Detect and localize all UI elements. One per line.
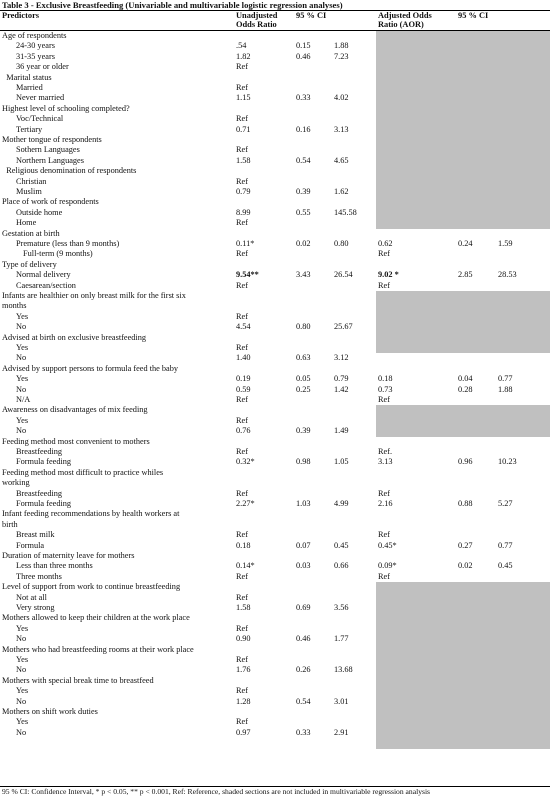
table-row <box>0 655 550 665</box>
table-row <box>0 343 550 353</box>
cell-ci-high: 0.80 <box>334 239 349 248</box>
cell-ci-low: 0.25 <box>296 384 311 394</box>
cell-uor: 1.82 <box>236 51 251 61</box>
table-row <box>0 582 550 592</box>
header-ci-adjusted: 95 % CI <box>458 11 489 20</box>
cell-uor: Ref <box>236 395 248 404</box>
table-row <box>0 530 550 540</box>
row-label: Advised at birth on exclusive breastfeeding <box>2 332 147 342</box>
cell-aor-ci-low: 0.24 <box>458 239 473 248</box>
row-label: Formula feeding <box>16 457 72 467</box>
cell-ci-low: 0.55 <box>296 207 311 217</box>
table-row <box>0 634 550 644</box>
row-label: Very strong <box>16 603 55 612</box>
cell-uor: Ref <box>236 686 248 696</box>
cell-uor: Ref <box>236 218 248 228</box>
cell-uor: .54 <box>236 41 247 51</box>
cell-uor: 0.97 <box>236 727 251 737</box>
table-row <box>0 364 550 374</box>
cell-aor-ci-high: 0.77 <box>498 540 513 550</box>
row-label: Yes <box>16 623 29 633</box>
row-label: Never married <box>16 93 65 103</box>
table-row <box>0 572 550 582</box>
row-label: Yes <box>16 343 29 352</box>
cell-ci-low: 0.54 <box>296 155 311 165</box>
table-row <box>0 489 550 499</box>
cell-ci-low: 0.46 <box>296 634 311 644</box>
table-row <box>0 665 550 675</box>
cell-aor-ci-low: 0.96 <box>458 457 473 467</box>
table-row <box>0 270 550 280</box>
cell-uor: Ref <box>236 415 248 425</box>
cell-ci-high: 0.79 <box>334 374 349 384</box>
cell-ci-high: 4.65 <box>334 155 349 165</box>
row-label: Infants are healthier on only breast milk for the first six <box>2 291 186 300</box>
cell-ci-low: 0.80 <box>296 322 311 332</box>
row-label: Mothers allowed to keep their children at the work place <box>2 613 190 623</box>
table-row <box>0 83 550 93</box>
row-label: Feeding method most convenient to mothers <box>2 436 150 446</box>
cell-aor: 2.16 <box>378 499 393 508</box>
row-label: Voc/Technical <box>16 114 64 124</box>
cell-uor: 0.14* <box>236 561 255 571</box>
row-label: Home <box>16 218 37 228</box>
cell-aor: 0.62 <box>378 239 393 248</box>
cell-uor: 4.54 <box>236 322 251 332</box>
cell-ci-low: 0.39 <box>296 426 311 436</box>
row-label: Yes <box>16 686 29 696</box>
table-footnote: 95 % CI: Confidence Interval, * p < 0.05, ** p < 0.001, Ref: Reference, shaded sections are not included in multivariable regression analysis <box>2 787 431 796</box>
cell-ci-high: 25.67 <box>334 322 353 332</box>
table-row <box>0 52 550 62</box>
row-label: Yes <box>16 717 29 727</box>
row-label: Gestation at birth <box>2 228 60 238</box>
cell-ci-low: 0.54 <box>296 696 311 706</box>
cell-ci-low: 0.98 <box>296 457 311 467</box>
cell-aor: 0.73 <box>378 384 393 394</box>
row-label: Christian <box>16 176 47 186</box>
row-label: No <box>16 696 27 706</box>
cell-aor: Ref <box>378 488 390 498</box>
table-row <box>0 114 550 124</box>
cell-aor: 0.45* <box>378 540 397 550</box>
cell-aor: 0.18 <box>378 374 393 384</box>
cell-ci-low: 0.63 <box>296 353 311 363</box>
row-label: No <box>16 353 27 363</box>
cell-ci-high: 13.68 <box>334 665 353 675</box>
row-label: Premature (less than 9 months) <box>16 239 120 248</box>
cell-aor-ci-high: 0.77 <box>498 374 513 384</box>
cell-aor-ci-low: 0.27 <box>458 540 473 550</box>
table-row <box>0 437 550 447</box>
cell-uor: 0.11* <box>236 239 255 248</box>
cell-ci-low: 0.33 <box>296 93 311 103</box>
cell-aor-ci-high: 1.88 <box>498 384 513 394</box>
table-row <box>0 385 550 395</box>
row-label: Sothern Languages <box>16 145 80 155</box>
header-uor-line1: Unadjusted <box>236 11 278 20</box>
cell-ci-high: 3.56 <box>334 603 349 612</box>
cell-ci-low: 3.43 <box>296 270 311 280</box>
table-row <box>0 125 550 135</box>
cell-uor: Ref <box>236 280 248 290</box>
row-label: Northern Languages <box>16 155 84 165</box>
table-row <box>0 561 550 571</box>
cell-uor: Ref <box>236 83 248 92</box>
cell-ci-low: 0.15 <box>296 41 311 51</box>
cell-uor: 1.76 <box>236 665 251 675</box>
cell-uor: 0.59 <box>236 384 251 394</box>
row-label: No <box>16 665 27 675</box>
row-label: Type of delivery <box>2 259 57 269</box>
cell-aor-ci-high: 10.23 <box>498 457 517 467</box>
row-label: Feeding method most difficult to practice whiles <box>2 467 164 477</box>
cell-uor: 8.99 <box>236 207 251 217</box>
row-label: Muslim <box>16 187 42 196</box>
cell-uor: Ref <box>236 571 248 581</box>
row-label: 24-30 years <box>16 41 55 51</box>
row-label: Formula feeding <box>16 499 72 508</box>
cell-ci-low: 0.69 <box>296 603 311 612</box>
cell-ci-high: 1.05 <box>334 457 349 467</box>
row-label: Place of work of respondents <box>2 197 99 207</box>
cell-uor: 1.58 <box>236 155 251 165</box>
cell-aor: Ref <box>378 395 390 404</box>
table-row <box>0 312 550 322</box>
table-row <box>0 541 550 551</box>
row-label: Tertiary <box>16 124 43 134</box>
cell-uor: 1.15 <box>236 93 251 103</box>
row-label: Mothers on shift work duties <box>2 707 98 716</box>
table-row <box>0 728 550 738</box>
table-row <box>0 520 550 530</box>
cell-uor: 1.40 <box>236 353 251 363</box>
row-label: Yes <box>16 655 29 664</box>
row-label: No <box>16 634 27 644</box>
row-label: No <box>16 727 27 737</box>
row-label: Normal delivery <box>16 270 71 280</box>
cell-ci-low: 0.02 <box>296 239 311 248</box>
table-row <box>0 333 550 343</box>
cell-uor: Ref <box>236 623 248 633</box>
header-aor-line1: Adjusted Odds <box>378 11 432 20</box>
row-label: Not at all <box>16 592 47 602</box>
table-row <box>0 31 550 41</box>
table-row <box>0 62 550 72</box>
cell-uor: Ref <box>236 488 248 498</box>
table-row <box>0 156 550 166</box>
table-row <box>0 187 550 197</box>
cell-ci-low: 0.16 <box>296 124 311 134</box>
cell-uor: Ref <box>236 592 248 602</box>
table-row <box>0 686 550 696</box>
cell-uor: 2.27* <box>236 499 255 508</box>
row-label: Breastfeeding <box>16 447 63 456</box>
cell-aor-ci-low: 0.02 <box>458 561 473 571</box>
cell-uor: 0.19 <box>236 374 251 384</box>
row-label: 36 year or older <box>16 62 69 72</box>
cell-uor: Ref <box>236 447 248 456</box>
cell-uor: Ref <box>236 717 248 727</box>
row-label: Full-term (9 months) <box>23 249 93 259</box>
table-row <box>0 73 550 83</box>
cell-ci-low: 0.03 <box>296 561 311 571</box>
cell-aor: Ref <box>378 571 390 581</box>
cell-uor: 0.79 <box>236 187 251 196</box>
header-ci-unadjusted: 95 % CI <box>296 11 327 20</box>
cell-ci-high: 1.88 <box>334 41 349 51</box>
cell-uor: 0.71 <box>236 124 251 134</box>
table-row <box>0 457 550 467</box>
table-row <box>0 208 550 218</box>
row-label: 31-35 years <box>16 51 55 61</box>
row-label: working <box>2 478 30 488</box>
cell-aor-ci-low: 2.85 <box>458 270 473 280</box>
row-label: months <box>2 301 27 311</box>
cell-uor: Ref <box>236 655 248 664</box>
cell-uor: Ref <box>236 176 248 186</box>
cell-uor: 0.18 <box>236 540 251 550</box>
cell-aor: Ref <box>378 530 390 540</box>
table-row <box>0 593 550 603</box>
cell-ci-high: 1.49 <box>334 426 349 436</box>
row-label: Breastfeeding <box>16 488 63 498</box>
row-label: N/A <box>16 395 31 404</box>
table-row <box>0 301 550 311</box>
table-row <box>0 603 550 613</box>
cell-uor: Ref <box>236 311 248 321</box>
cell-uor: Ref <box>236 62 248 72</box>
table-row <box>0 135 550 145</box>
cell-ci-low: 0.26 <box>296 665 311 675</box>
header-predictors: Predictors <box>2 11 40 20</box>
cell-uor: Ref <box>236 530 248 540</box>
cell-aor: 0.09* <box>378 561 397 571</box>
table-row <box>0 697 550 707</box>
cell-ci-high: 1.77 <box>334 634 349 644</box>
table-row <box>0 353 550 363</box>
cell-aor-ci-high: 5.27 <box>498 499 513 508</box>
row-label: Advised by support persons to formula feed the baby <box>2 363 179 373</box>
table-row <box>0 551 550 561</box>
row-label: No <box>16 322 27 332</box>
table-row <box>0 197 550 207</box>
row-label: Marital status <box>6 72 52 82</box>
table-row <box>0 239 550 249</box>
cell-aor: Ref <box>378 249 390 259</box>
header-uor-line2: Odds Ratio <box>236 20 277 29</box>
cell-ci-high: 4.02 <box>334 93 349 103</box>
cell-aor-ci-low: 0.28 <box>458 384 473 394</box>
row-label: Yes <box>16 374 29 384</box>
row-label: Yes <box>16 311 29 321</box>
cell-uor: 0.90 <box>236 634 251 644</box>
table-row <box>0 177 550 187</box>
row-label: Caesarean/section <box>16 280 76 290</box>
table-row <box>0 166 550 176</box>
table-row <box>0 218 550 228</box>
row-label: Formula <box>16 540 45 550</box>
row-label: birth <box>2 519 18 529</box>
cell-ci-high: 3.13 <box>334 124 349 134</box>
row-label: Infant feeding recommendations by health workers at <box>2 509 180 519</box>
cell-ci-low: 0.07 <box>296 540 311 550</box>
table-row <box>0 291 550 301</box>
cell-uor: 0.32* <box>236 457 255 467</box>
cell-aor: Ref <box>378 280 390 290</box>
row-label: Mothers who had breastfeeding rooms at their work place <box>2 644 194 654</box>
table-row <box>0 624 550 634</box>
cell-aor: 3.13 <box>378 457 393 467</box>
table-row <box>0 717 550 727</box>
table-row <box>0 447 550 457</box>
row-label: Age of respondents <box>2 31 67 40</box>
cell-ci-high: 1.42 <box>334 384 349 394</box>
cell-uor: Ref <box>236 114 248 124</box>
cell-ci-high: 3.12 <box>334 353 349 363</box>
table-title: Table 3 - Exclusive Breastfeeding (Univariable and multivariable logistic regression analyses) <box>2 0 343 10</box>
cell-uor: Ref <box>236 145 248 155</box>
row-label: No <box>16 426 27 436</box>
cell-uor: 0.76 <box>236 426 251 436</box>
cell-ci-high: 0.66 <box>334 561 349 571</box>
cell-ci-low: 0.05 <box>296 374 311 384</box>
row-label: Highest level of schooling completed? <box>2 103 130 113</box>
table-row <box>0 509 550 519</box>
table-row <box>0 41 550 51</box>
table-row <box>0 145 550 155</box>
cell-aor-ci-high: 0.45 <box>498 561 513 571</box>
cell-ci-high: 1.62 <box>334 187 349 196</box>
table-row <box>0 478 550 488</box>
cell-ci-high: 0.45 <box>334 540 349 550</box>
row-label: Yes <box>16 415 29 425</box>
cell-aor-ci-high: 28.53 <box>498 270 517 280</box>
table-row <box>0 426 550 436</box>
cell-uor: 9.54** <box>236 270 259 280</box>
table-row <box>0 322 550 332</box>
row-label: Breast milk <box>16 530 55 540</box>
cell-ci-high: 7.23 <box>334 51 349 61</box>
row-label: Level of support from work to continue breastfeeding <box>2 582 181 592</box>
table-row <box>0 676 550 686</box>
cell-ci-high: 3.01 <box>334 696 349 706</box>
cell-aor: Ref. <box>378 447 393 456</box>
header-aor-line2: Ratio (AOR) <box>378 20 424 29</box>
cell-aor-ci-low: 0.04 <box>458 374 473 384</box>
table-row <box>0 281 550 291</box>
cell-ci-low: 0.33 <box>296 727 311 737</box>
table-row <box>0 374 550 384</box>
table-row <box>0 499 550 509</box>
row-label: Mothers with special break time to breastfeed <box>2 675 154 685</box>
row-label: Married <box>16 83 43 92</box>
table-row <box>0 229 550 239</box>
row-label: No <box>16 384 27 394</box>
table-row <box>0 468 550 478</box>
cell-uor: 1.58 <box>236 603 251 612</box>
row-label: Less than three months <box>16 561 93 571</box>
cell-ci-low: 0.46 <box>296 51 311 61</box>
cell-aor-ci-low: 0.88 <box>458 499 473 508</box>
table-row <box>0 416 550 426</box>
table-row <box>0 104 550 114</box>
table-row <box>0 93 550 103</box>
cell-ci-high: 2.91 <box>334 727 349 737</box>
table-row <box>0 405 550 415</box>
cell-aor: 9.02 * <box>378 270 399 280</box>
cell-ci-high: 145.58 <box>334 207 357 217</box>
table-row <box>0 249 550 259</box>
row-label: Duration of maternity leave for mothers <box>2 551 135 560</box>
cell-uor: Ref <box>236 249 248 259</box>
table-row <box>0 645 550 655</box>
row-label: Mother tongue of respondents <box>2 135 102 144</box>
row-label: Three months <box>16 571 62 581</box>
cell-uor: Ref <box>236 343 248 352</box>
table-row <box>0 613 550 623</box>
cell-ci-low: 0.39 <box>296 187 311 196</box>
row-label: Religious denomination of respondents <box>6 166 137 176</box>
table-row <box>0 395 550 405</box>
table-row <box>0 707 550 717</box>
cell-ci-low: 1.03 <box>296 499 311 508</box>
cell-aor-ci-high: 1.59 <box>498 239 513 248</box>
cell-ci-high: 26.54 <box>334 270 353 280</box>
cell-ci-high: 4.99 <box>334 499 349 508</box>
table-row <box>0 260 550 270</box>
row-label: Outside home <box>16 207 63 217</box>
row-label: Awareness on disadvantages of mix feeding <box>2 405 148 415</box>
cell-uor: 1.28 <box>236 696 251 706</box>
